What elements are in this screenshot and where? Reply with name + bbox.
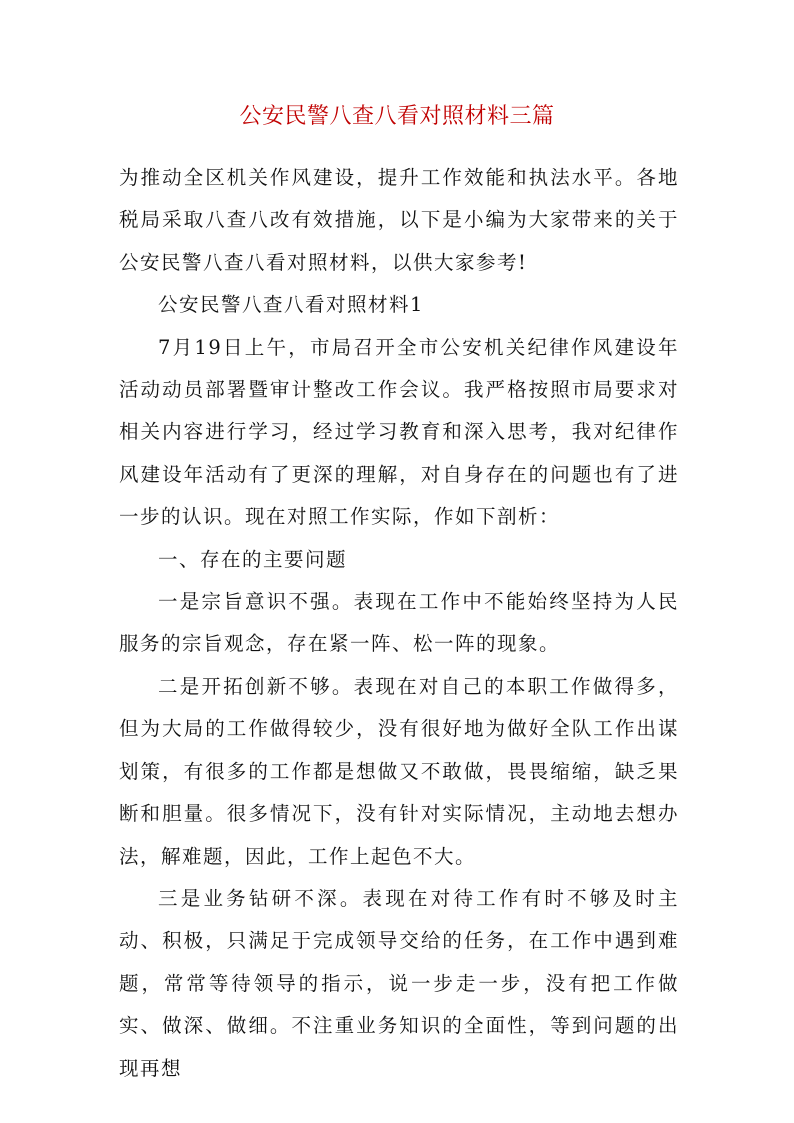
body-paragraph: 二是开拓创新不够。表现在对自己的本职工作做得多，但为大局的工作做得较少，没有很好地为做好全队工作出谋划策，有很多的工作都是想做又不敢做，畏畏缩缩，缺乏果断和胆量。很多情况下，没有针对实际情况，主动地去想办法，解难题，因此，工作上起色不大。: [119, 674, 679, 868]
document-title: 公安民警八查八看对照材料三篇: [239, 104, 555, 129]
intro-paragraph: 为推动全区机关作风建设，提升工作效能和执法水平。各地税局采取八查八改有效措施，以下是小编为大家带来的关于公安民警八查八看对照材料，以供大家参考!: [119, 166, 679, 274]
section-heading-material-1: 公安民警八查八看对照材料1: [158, 293, 424, 317]
body-paragraph: 三是业务钻研不深。表现在对待工作有时不够及时主动、积极，只满足于完成领导交给的任务，在工作中遇到难题，常常等待领导的指示，说一步走一步，没有把工作做实、做深、做细。不注重业务知识的全面性，等到问题的出现再想: [119, 886, 679, 1080]
document-body: [119, 157, 679, 1090]
body-paragraph: 一是宗旨意识不强。表现在工作中不能始终坚持为人民服务的宗旨观念，存在紧一阵、松一阵的现象。: [119, 590, 679, 656]
body-paragraph: 7月19日上午，市局召开全市公安机关纪律作风建设年活动动员部署暨审计整改工作会议。我严格按照市局要求对相关内容进行学习，经过学习教育和深入思考，我对纪律作风建设年活动有了更深的理解，对自身存在的问题也有了进一步的认识。现在对照工作实际，作如下剖析：: [119, 335, 679, 529]
section-heading-main-problems: 一、存在的主要问题: [158, 547, 348, 571]
